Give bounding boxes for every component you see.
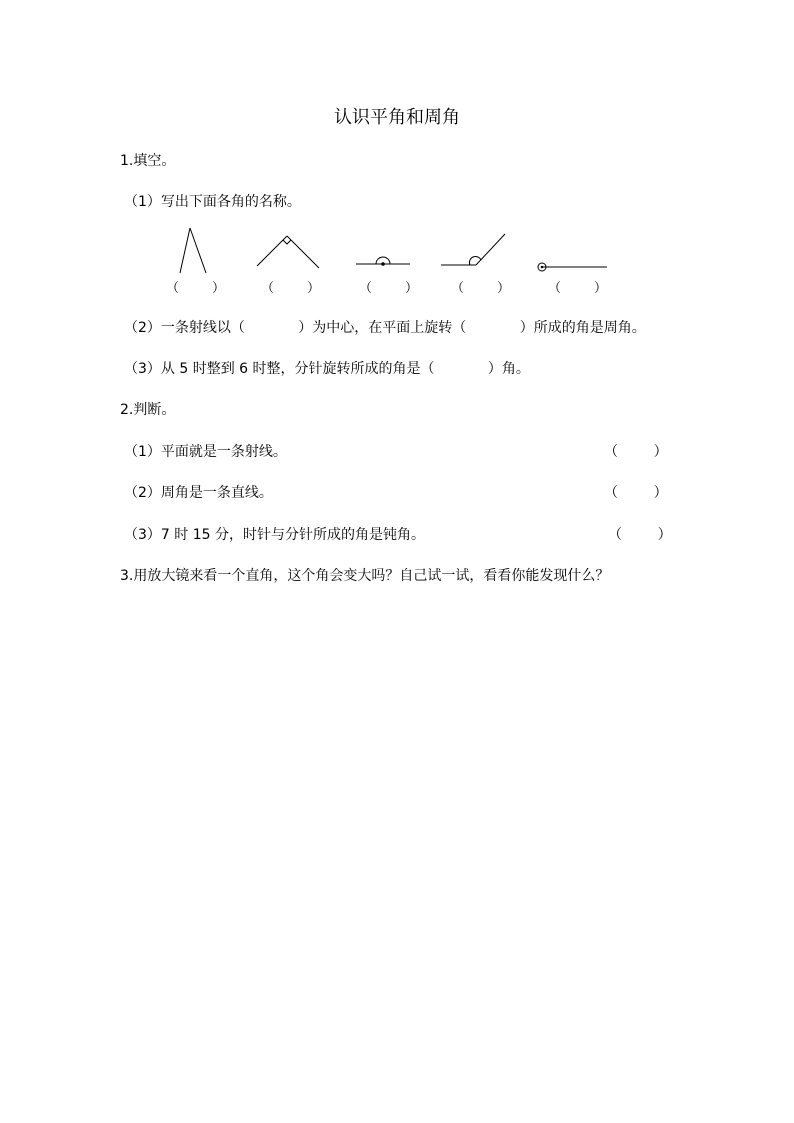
full-angle-figure [538,263,607,271]
section-3-heading: 3.用放大镜来看一个直角，这个角会变大吗？自己试一试，看看你能发现什么？ [120,568,610,584]
right-angle-figure [257,236,319,268]
answer-blank-2[interactable]: （ ） [261,281,321,296]
obtuse-angle-figure [441,234,505,265]
page-title: 认识平角和周角 [334,107,460,128]
answer-blank-1[interactable]: （ ） [166,281,226,296]
question-1-3: （3）从 5 时整到 6 时整，分针旋转所成的角是（ ）角。 [124,361,530,377]
question-1-1: （1）写出下面各角的名称。 [124,194,301,210]
section-2-heading: 2.判断。 [120,402,176,418]
judge-item-2: （2）周角是一条直线。 [124,485,273,501]
judge-answer-3[interactable]: （ ） [608,527,672,543]
acute-angle-figure [180,228,206,273]
answer-blank-5[interactable]: （ ） [548,281,608,296]
judge-item-1: （1）平面就是一条射线。 [124,444,287,460]
judge-item-3: （3）7 时 15 分，时针与分针所成的角是钝角。 [124,527,425,543]
judge-answer-1[interactable]: （ ） [604,444,668,460]
answer-blank-3[interactable]: （ ） [359,281,419,296]
question-1-2: （2）一条射线以（ ）为中心，在平面上旋转（ ）所成的角是周角。 [124,320,646,336]
section-1-heading: 1.填空。 [120,153,176,169]
answer-blank-4[interactable]: （ ） [451,281,511,296]
judge-answer-2[interactable]: （ ） [604,485,668,501]
straight-angle-figure [356,257,410,266]
